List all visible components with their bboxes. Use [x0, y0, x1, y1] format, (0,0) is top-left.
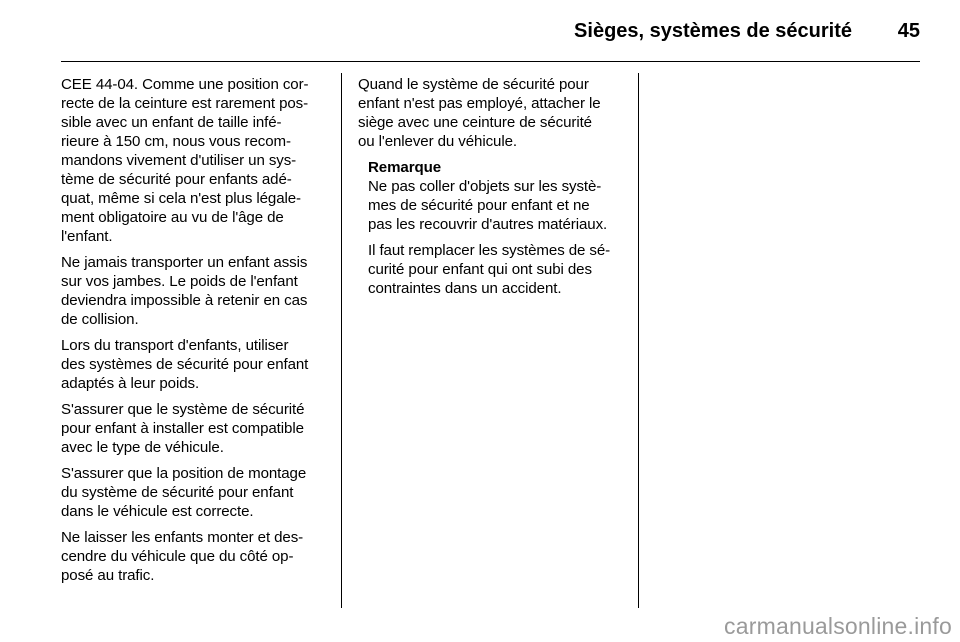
note-paragraph: Il faut remplacer les systèmes de sé- curité pour enfant qui ont subi des contraintes dans un accident.: [368, 242, 611, 297]
intro-paragraph: Quand le système de sécurité pour enfant n'est pas employé, attacher le siège avec une ceinture de sécurité ou l'enlever du véhicule.: [358, 76, 601, 150]
note-paragraph: Ne pas coller d'objets sur les systè- mes de sécurité pour enfant et ne pas les recouvrir d'autres matériaux.: [368, 178, 608, 233]
column-divider: [341, 73, 342, 608]
paragraph: Ne laisser les enfants monter et des- cendre du véhicule que du côté op- posé au trafic.: [61, 529, 304, 584]
note-label: Remarque: [368, 159, 442, 176]
paragraph: Lors du transport d'enfants, utiliser des systèmes de sécurité pour enfant adaptés à leur poids.: [61, 337, 309, 392]
page-number: 45: [897, 20, 920, 42]
paragraph: S'assurer que le système de sécurité pour enfant à installer est compatible avec le type de véhicule.: [61, 401, 305, 456]
column-divider: [638, 73, 639, 608]
paragraph: CEE 44-04. Comme une position cor- recte de la ceinture est rarement pos- sible avec un enfant de taille infé- rieure à 150 cm, nous vous recom- mandons vivement d'utiliser un sys- tème de sécurité pour enfants adé- quat, même si cela n'est plus légale- ment obligatoire au vu de l'âge de l'enfant.: [61, 76, 309, 245]
note-box: [368, 158, 626, 298]
left-column: [61, 75, 333, 592]
watermark: carmanualsonline.info: [724, 613, 952, 639]
header-rule: [61, 61, 920, 62]
paragraph: S'assurer que la position de montage du système de sécurité pour enfant dans le véhicule est correcte.: [61, 465, 307, 520]
right-column: [358, 75, 626, 305]
paragraph: Ne jamais transporter un enfant assis sur vos jambes. Le poids de l'enfant deviendra impossible à retenir en cas de collision.: [61, 254, 308, 328]
section-title: Sièges, systèmes de sécurité: [574, 20, 852, 42]
